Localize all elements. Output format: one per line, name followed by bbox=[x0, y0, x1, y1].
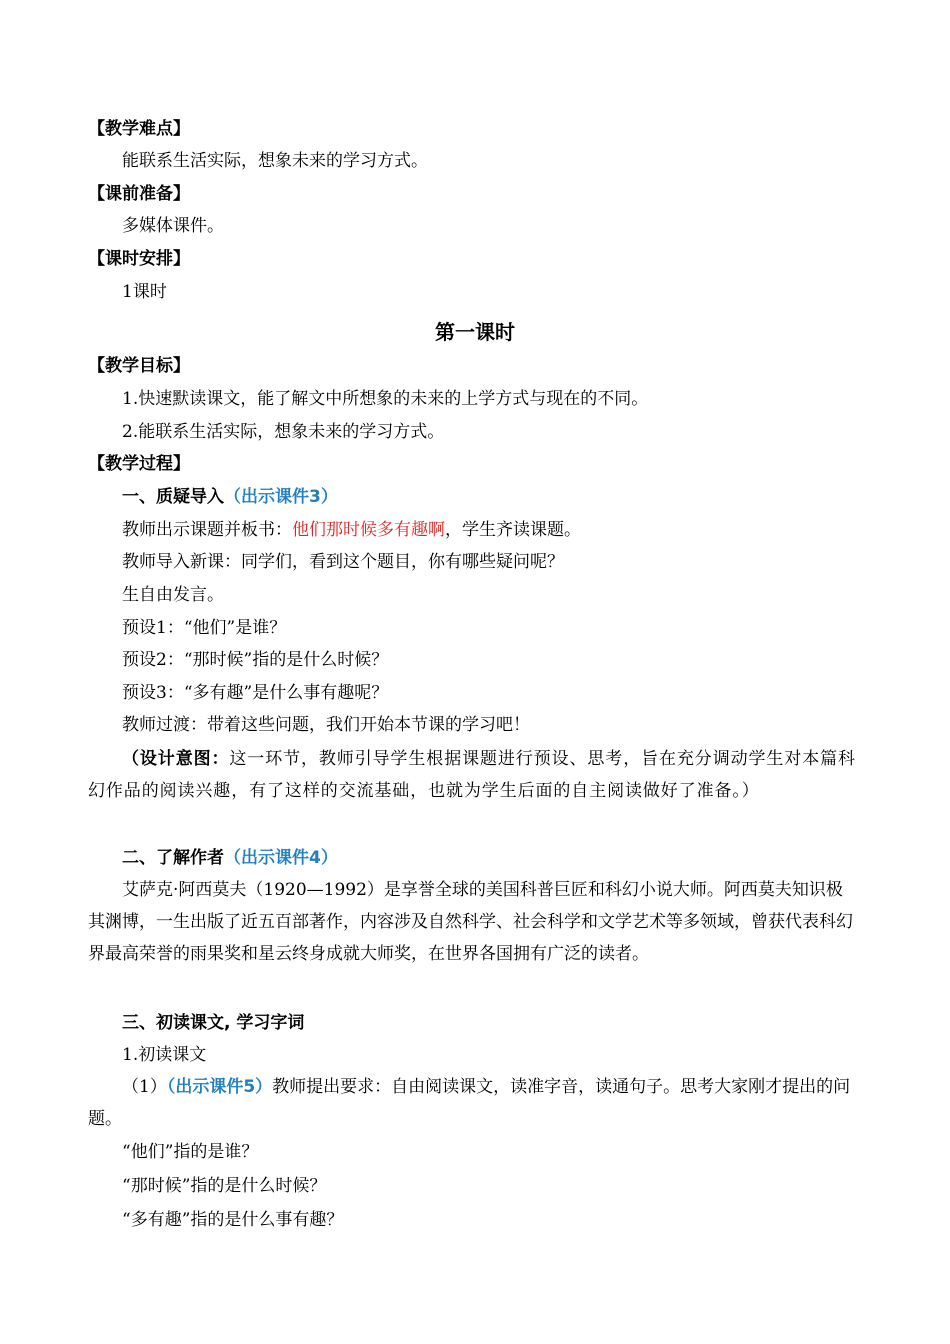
part3-title: 三、初读课文, 学习字词 bbox=[122, 1013, 305, 1033]
board-suffix: ，学生齐读课题。 bbox=[445, 520, 581, 540]
lesson-title: 第一课时 bbox=[435, 320, 515, 344]
part1-line: 预设1：“他们”是谁？ bbox=[122, 618, 287, 638]
part1-line: 生自由发言。 bbox=[122, 585, 224, 605]
goal-item-2: 2.能联系生活实际，想象未来的学习方式。 bbox=[122, 422, 445, 442]
step-label: （1） bbox=[122, 1077, 167, 1097]
part1-courseware-tag: （出示课件3） bbox=[224, 487, 338, 507]
design-intent-paragraph bbox=[88, 743, 858, 807]
design-intent-label: （设计意图： bbox=[122, 749, 230, 769]
process-heading: 【教学过程】 bbox=[88, 454, 190, 474]
question-item: “那时候”指的是什么时候？ bbox=[122, 1176, 327, 1196]
part1-line: 教师过渡：带着这些问题，我们开始本节课的学习吧！ bbox=[122, 715, 530, 735]
part3-courseware-tag: （出示课件5） bbox=[166, 1077, 273, 1097]
part3-sub1: 1.初读课文 bbox=[122, 1045, 207, 1065]
part1-title: 一、质疑导入 bbox=[122, 487, 224, 507]
prep-text: 多媒体课件。 bbox=[122, 216, 224, 236]
author-paragraph: 艾萨克·阿西莫夫（1920—1992）是享誉全球的美国科普巨匠和科幻小说大师。阿西莫夫知识极其渊博，一生出版了近五百部著作，内容涉及自然科学、社会科学和文学艺术等多领域，曾获代表科幻界最高荣誉的雨果奖和星云终身成就大师奖，在世界各国拥有广泛的读者。 bbox=[88, 880, 853, 964]
question-item: “他们”指的是谁？ bbox=[122, 1142, 259, 1162]
difficulty-heading: 【教学难点】 bbox=[88, 119, 190, 139]
goal-item-1: 1.快速默读课文，能了解文中所想象的未来的上学方式与现在的不同。 bbox=[122, 389, 649, 409]
step-text: 教师提出要求：自由阅读课文，读准字音，读通句子。思考大家刚才提出的问题。 bbox=[88, 1077, 851, 1129]
part1-line: 预设2：“那时候”指的是什么时候？ bbox=[122, 650, 389, 670]
part3-step-paragraph bbox=[88, 1071, 854, 1135]
part2-courseware-tag: （出示课件4） bbox=[224, 848, 338, 868]
part2-heading bbox=[122, 847, 862, 869]
part1-heading bbox=[122, 486, 862, 508]
board-title: 他们那时候多有趣啊 bbox=[292, 520, 445, 540]
part1-line: 教师导入新课：同学们，看到这个题目，你有哪些疑问呢？ bbox=[122, 552, 564, 572]
question-item: “多有趣”指的是什么事有趣？ bbox=[122, 1210, 344, 1230]
schedule-text: 1课时 bbox=[122, 282, 167, 302]
part1-line: 预设3：“多有趣”是什么事有趣呢？ bbox=[122, 683, 389, 703]
part1-board-line bbox=[122, 519, 862, 541]
part2-title: 二、了解作者 bbox=[122, 848, 224, 868]
goals-heading: 【教学目标】 bbox=[88, 356, 190, 376]
schedule-heading: 【课时安排】 bbox=[88, 249, 190, 269]
design-intent-text: 这一环节，教师引导学生根据课题进行预设、思考，旨在充分调动学生对本篇科幻作品的阅读兴趣，有了这样的交流基础，也就为学生后面的自主阅读做好了准备。） bbox=[88, 749, 856, 801]
board-prefix: 教师出示课题并板书： bbox=[122, 520, 292, 540]
prep-heading: 【课前准备】 bbox=[88, 184, 190, 204]
difficulty-text: 能联系生活实际，想象未来的学习方式。 bbox=[122, 151, 428, 171]
